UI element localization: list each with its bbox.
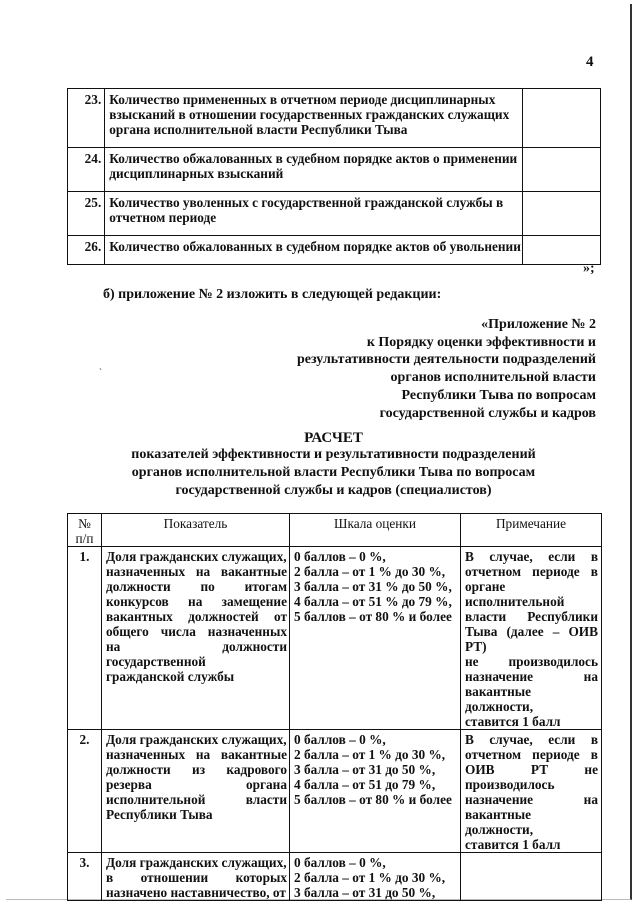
document-title: РАСЧЕТ: [304, 430, 363, 446]
indicator-line: назначенных на вакантные: [106, 747, 287, 762]
row-number: 3.: [68, 853, 102, 901]
indicator-line: на должности: [106, 639, 287, 654]
indicator-line: исполнительной власти: [106, 792, 287, 807]
criterion-line: взысканий в отношении государственных гражданских служащих: [109, 107, 510, 122]
scale-line: 4 балла – от 51 до 79 %,: [294, 777, 436, 792]
indicator-line: государственной: [106, 654, 206, 669]
note-line: ставится 1 балл: [465, 714, 561, 729]
scale-line: 2 балла – от 1 % до 30 %,: [294, 747, 446, 762]
indicator-line: должности из кадрового: [106, 762, 287, 777]
scale-line: 0 баллов – 0 %,: [294, 732, 386, 747]
indicator-cell: [102, 547, 290, 730]
note-line: В случае, если в: [465, 732, 598, 747]
table-row: [68, 89, 601, 148]
calculation-table: [67, 513, 602, 901]
table-row: [68, 730, 602, 853]
note-cell: [461, 547, 602, 730]
column-header-note: Примечание: [461, 514, 602, 547]
scale-line: 4 балла – от 51 % до 79 %,: [294, 594, 452, 609]
criteria-table: [67, 88, 601, 265]
note-line: назначение на: [465, 669, 598, 684]
header-num-line: №: [78, 516, 91, 531]
subtitle-line: государственной службы и кадров (специалистов): [175, 483, 492, 498]
row-number: 24.: [68, 148, 105, 192]
value-cell: [523, 89, 601, 148]
note-line: не производилось: [465, 654, 598, 669]
row-number: 25.: [68, 192, 105, 236]
appendix-line: к Порядку оценки эффективности и: [366, 334, 596, 350]
indicator-line: должности по итогам: [106, 579, 287, 594]
criterion-line: органа исполнительной власти Республики Тыва: [109, 122, 408, 137]
indicator-line: резерва органа: [106, 777, 287, 792]
note-line: назначение на: [465, 792, 598, 807]
table-row: [68, 192, 601, 236]
scale-cell: [290, 853, 461, 901]
appendix-header: [297, 316, 596, 422]
indicator-line: конкурсов на замещение: [106, 594, 287, 609]
note-line: органе исполнительной: [465, 579, 565, 609]
row-number: 26.: [68, 236, 105, 265]
indicator-cell: [102, 730, 290, 853]
note-line: отчетном периоде в: [465, 747, 598, 762]
indicator-line: Доля гражданских служащих,: [106, 855, 287, 870]
scale-line: 5 баллов – от 80 % и более: [294, 609, 452, 624]
scale-line: 3 балла – от 31 до 50 %,: [294, 762, 436, 777]
scale-line: 2 балла – от 1 % до 30 %,: [294, 870, 446, 885]
indicator-line: Доля гражданских служащих,: [106, 732, 287, 747]
criterion-text: [105, 192, 523, 236]
row-number: 1.: [68, 547, 102, 730]
scale-line: 3 балла – от 31 до 50 %,: [294, 885, 436, 900]
document-subtitle: [67, 446, 600, 500]
criterion-text: [105, 236, 523, 265]
indicator-line: общего числа назначенных: [106, 624, 287, 639]
scale-line: 3 балла – от 31 % до 50 %,: [294, 579, 452, 594]
column-header-indicator: Показатель: [102, 514, 290, 547]
indicator-line: в отношении которых: [106, 870, 287, 885]
table-row: [68, 148, 601, 192]
appendix-line: результативности деятельности подразделений: [296, 352, 596, 368]
criterion-line: Количество обжалованных в судебном порядке актов о применении: [109, 151, 518, 166]
note-line: власти Республики: [465, 609, 598, 624]
table-row: [68, 547, 602, 730]
row-number: 2.: [68, 730, 102, 853]
appendix-line: государственной службы и кадров: [379, 405, 596, 421]
indicator-cell: [102, 853, 290, 901]
criterion-text: [105, 148, 523, 192]
appendix-line: органов исполнительной власти: [390, 370, 596, 386]
table-row: [68, 236, 601, 265]
scale-line: 2 балла – от 1 % до 30 %,: [294, 564, 446, 579]
value-cell: [523, 148, 601, 192]
note-line: вакантные должности,: [465, 684, 534, 714]
subtitle-line: органов исполнительной власти Республики Тыва по вопросам: [131, 465, 536, 480]
scale-line: 0 баллов – 0 %,: [294, 549, 386, 564]
note-line: Тыва (далее – ОИВ РТ): [465, 624, 598, 654]
note-line: ОИВ РТ не: [465, 762, 598, 777]
header-num-line: п/п: [75, 531, 94, 546]
indicator-line: Доля гражданских служащих,: [106, 549, 287, 564]
criterion-line: Количество примененных в отчетном периоде дисциплинарных: [109, 92, 496, 107]
note-cell: [461, 853, 602, 901]
appendix-line: «Приложение № 2: [481, 317, 596, 332]
indicator-line: вакантных должностей от: [106, 609, 287, 624]
table-row: [68, 853, 602, 901]
criterion-line: дисциплинарных взысканий: [109, 166, 284, 181]
scale-cell: [290, 730, 461, 853]
value-cell: [523, 192, 601, 236]
row-number: 23.: [68, 89, 105, 148]
note-line: вакантные должности,: [465, 807, 534, 837]
scale-line: 0 баллов – 0 %,: [294, 855, 386, 870]
page-number: 4: [586, 54, 594, 70]
column-header-number: [68, 514, 102, 547]
closing-quote: »;: [583, 261, 595, 276]
subtitle-line: показателей эффективности и результативности подразделений: [131, 447, 536, 462]
criterion-line: Количество обжалованных в судебном порядке актов об увольнении: [109, 239, 521, 254]
criterion-line: Количество уволенных с государственной гражданской службы в: [109, 195, 504, 210]
indicator-line: назначенных на вакантные: [106, 564, 287, 579]
indicator-line: гражданской службы: [106, 669, 235, 684]
column-header-scale: Шкала оценки: [290, 514, 461, 547]
note-line: ставится 1 балл: [465, 837, 561, 852]
table-header-row: [68, 514, 602, 547]
indicator-line: назначено наставничество, от: [106, 885, 286, 900]
criterion-text: [105, 89, 523, 148]
indicator-line: Республики Тыва: [106, 807, 213, 822]
appendix-line: Республики Тыва по вопросам: [401, 387, 596, 403]
stray-mark: `: [99, 367, 102, 377]
scale-line: 5 баллов – от 80 % и более: [294, 792, 452, 807]
note-line: В случае, если в: [465, 549, 598, 564]
amendment-text: б) приложение № 2 изложить в следующей редакции:: [103, 287, 442, 302]
criterion-line: отчетном периоде: [109, 210, 217, 225]
scale-cell: [290, 547, 461, 730]
note-line: отчетном периоде в: [465, 564, 598, 579]
note-line: производилось: [465, 777, 555, 792]
note-cell: [461, 730, 602, 853]
